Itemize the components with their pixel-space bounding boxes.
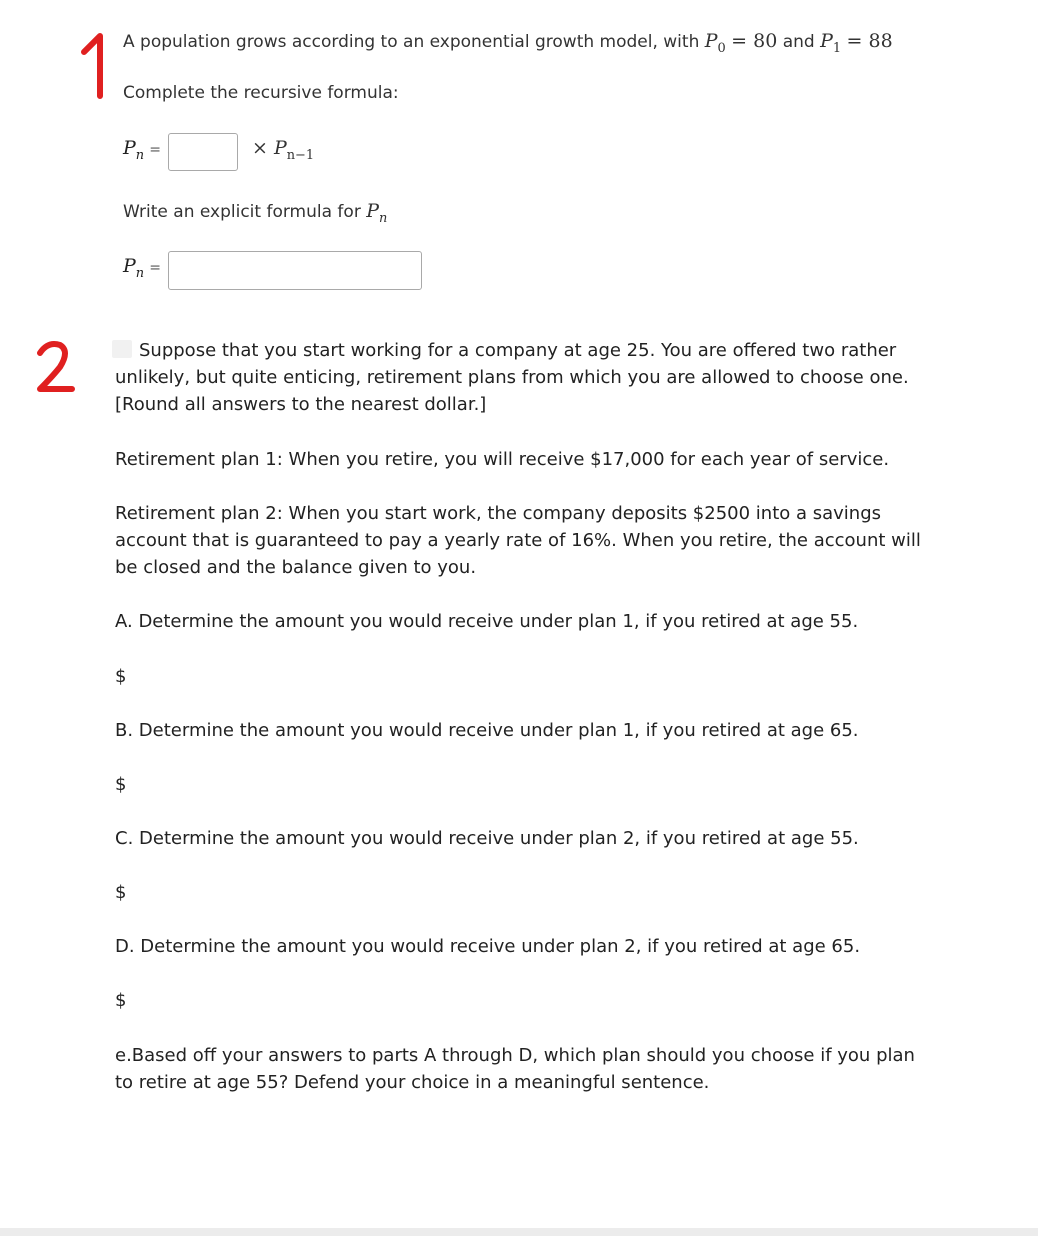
recursive-prompt: Complete the recursive formula: xyxy=(123,83,399,103)
handwritten-number-1 xyxy=(78,30,118,100)
explicit-prompt xyxy=(123,200,387,226)
question-e-line2: to retire at age 55? Defend your choice in a meaningful sentence. xyxy=(115,1072,710,1093)
plan2-line1: Retirement plan 2: When you start work, the company deposits $2500 into a savings xyxy=(115,503,882,524)
times-sub: n−1 xyxy=(286,147,315,163)
p0-sub: 0 xyxy=(717,40,726,56)
explicit-formula-row xyxy=(123,255,161,281)
plan2-text xyxy=(115,500,921,581)
explicit-formula-input[interactable] xyxy=(168,251,422,290)
handwritten-number-2 xyxy=(30,337,80,397)
explicit-prompt-text: Write an explicit formula for xyxy=(123,202,361,222)
problem2-intro xyxy=(115,337,909,418)
p0-value: = 80 xyxy=(731,30,778,52)
plan2-line3: be closed and the balance given to you. xyxy=(115,557,477,578)
p1-value: = 88 xyxy=(846,30,893,52)
answer-d-dollar: $ xyxy=(115,990,127,1011)
equals-sign-2: = xyxy=(149,260,161,276)
p0-label: P xyxy=(704,30,718,52)
p1-label: P xyxy=(820,30,833,52)
p1-sub: 1 xyxy=(832,40,842,56)
answer-c-dollar: $ xyxy=(115,882,127,903)
pn2-sub: n xyxy=(135,265,145,281)
answer-b-dollar: $ xyxy=(115,774,127,795)
question-a: A. Determine the amount you would receive under plan 1, if you retired at age 55. xyxy=(115,611,859,632)
problem2-intro-line2: unlikely, but quite enticing, retirement plans from which you are allowed to choose one. xyxy=(115,367,909,388)
times-term: × P xyxy=(252,137,287,159)
recursive-ratio-input[interactable] xyxy=(168,133,238,171)
problem1-intro xyxy=(123,30,893,56)
explicit-var-sub: n xyxy=(379,210,388,226)
problem1-intro-text: A population grows according to an exponential growth model, with xyxy=(123,32,700,52)
plan2-line2: account that is guaranteed to pay a yearly rate of 16%. When you retire, the account will xyxy=(115,530,921,551)
problem2-intro-line3: [Round all answers to the nearest dollar.] xyxy=(115,394,487,415)
question-c: C. Determine the amount you would receive under plan 2, if you retired at age 55. xyxy=(115,828,859,849)
question-b: B. Determine the amount you would receive under plan 1, if you retired at age 65. xyxy=(115,720,859,741)
pn-sub: n xyxy=(135,147,145,163)
pn2-label: P xyxy=(123,255,136,277)
recursive-formula-row xyxy=(123,137,161,163)
and-word: and xyxy=(782,32,815,52)
pn-label: P xyxy=(123,137,136,159)
answer-a-dollar: $ xyxy=(115,666,127,687)
problem2-intro-line1: Suppose that you start working for a company at age 25. You are offered two rather xyxy=(139,340,897,361)
question-e xyxy=(115,1042,915,1096)
bottom-divider xyxy=(0,1228,1038,1236)
times-previous-term xyxy=(252,137,314,163)
question-e-line1: e.Based off your answers to parts A through D, which plan should you choose if you plan xyxy=(115,1045,915,1066)
plan1-text: Retirement plan 1: When you retire, you will receive $17,000 for each year of service. xyxy=(115,449,890,470)
explicit-var: P xyxy=(366,200,380,222)
question-d: D. Determine the amount you would receive under plan 2, if you retired at age 65. xyxy=(115,936,861,957)
equals-sign: = xyxy=(149,142,161,158)
